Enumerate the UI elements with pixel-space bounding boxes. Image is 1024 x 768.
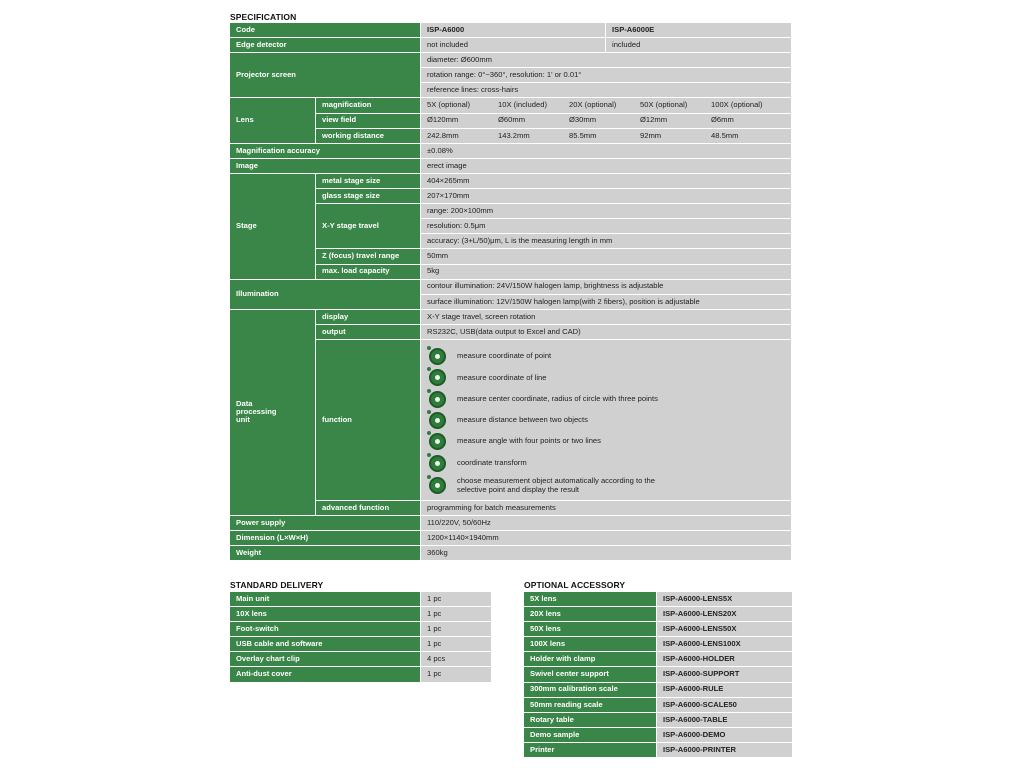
accessory-row: [524, 622, 793, 637]
illumination-value: contour illumination: 24V/150W halogen lamp, brightness is adjustable: [421, 279, 792, 294]
dimension-value: 1200×1140×1940mm: [421, 530, 792, 545]
accessory-item: Printer: [524, 742, 657, 757]
delivery-row: [230, 652, 492, 667]
accessory-item: Demo sample: [524, 727, 657, 742]
accessory-item: 5X lens: [524, 592, 657, 607]
working-distance-label: working distance: [316, 128, 421, 143]
edge-a: not included: [421, 38, 606, 53]
accessory-row: [524, 652, 793, 667]
function-text: choose measurement object automatically according to the selective point and display the result: [457, 476, 655, 494]
display-label: display: [316, 309, 421, 324]
dpu-label-line: unit: [236, 415, 250, 425]
edge-b: included: [606, 38, 792, 53]
lens-value: Ø30mm: [569, 115, 597, 125]
spec-row-weight: [230, 546, 792, 561]
accessory-row: [524, 607, 793, 622]
magnification-label: magnification: [316, 98, 421, 113]
measure-distance-icon: [429, 412, 446, 429]
delivery-row: [230, 622, 492, 637]
xy-travel-value: range: 200×100mm: [421, 204, 792, 219]
delivery-item: Overlay chart clip: [230, 652, 421, 667]
function-item: [427, 431, 785, 452]
spec-row-dimension: [230, 530, 792, 545]
delivery-item: 10X lens: [230, 607, 421, 622]
delivery-item: Foot-switch: [230, 622, 421, 637]
function-item: [427, 389, 785, 410]
coordinate-transform-icon: [429, 455, 446, 472]
accessory-row: [524, 592, 793, 607]
lens-value: 85.5mm: [569, 130, 597, 140]
code-b: ISP-A6000E: [606, 23, 792, 38]
accessory-row: [524, 742, 793, 757]
magnification-values: [421, 98, 792, 113]
dpu-label: [230, 309, 316, 515]
lens-value: Ø12mm: [640, 115, 668, 125]
specification-title: SPECIFICATION: [230, 12, 297, 22]
projector-value: reference lines: cross-hairs: [421, 83, 792, 98]
specification-table: [229, 22, 792, 561]
dpu-label-line: Data: [236, 398, 253, 408]
accessory-row: [524, 712, 793, 727]
function-list: [427, 340, 785, 500]
lens-value: 5X (optional): [427, 100, 471, 110]
output-value: RS232C, USB(data output to Excel and CAD): [421, 324, 792, 339]
accessory-code: ISP-A6000-LENS100X: [657, 637, 793, 652]
optional-accessory-table: [523, 591, 793, 758]
display-value: X-Y stage travel, screen rotation: [421, 309, 792, 324]
lens-value: 92mm: [640, 130, 662, 140]
stage-label: Stage: [230, 173, 316, 279]
spec-row-mag-accuracy: [230, 143, 792, 158]
delivery-row: [230, 592, 492, 607]
function-text: measure distance between two objects: [457, 415, 588, 425]
image-label: Image: [230, 158, 421, 173]
spec-row-display: [230, 309, 792, 324]
glass-stage-label: glass stage size: [316, 189, 421, 204]
code-a: ISP-A6000: [421, 23, 606, 38]
output-label: output: [316, 324, 421, 339]
projector-label: Projector screen: [230, 53, 421, 98]
working-distance-values: [421, 128, 792, 143]
function-text: measure coordinate of line: [457, 372, 547, 382]
accessory-row: [524, 697, 793, 712]
lens-value: 143.2mm: [498, 130, 530, 140]
function-item: [427, 452, 785, 473]
power-label: Power supply: [230, 515, 421, 530]
function-item: [427, 474, 785, 498]
accessory-item: 50X lens: [524, 622, 657, 637]
spec-row-image: [230, 158, 792, 173]
spec-row-lens-mag: [230, 98, 792, 113]
weight-value: 360kg: [421, 546, 792, 561]
spec-row-code: [230, 23, 792, 38]
projector-value: rotation range: 0°~360°, resolution: 1' or 0.01°: [421, 68, 792, 83]
lens-value: Ø120mm: [427, 115, 459, 125]
load-label: max. load capacity: [316, 264, 421, 279]
optional-accessory-title: OPTIONAL ACCESSORY: [524, 580, 626, 590]
projector-value: diameter: Ø600mm: [421, 53, 792, 68]
mag-accuracy-value: ±0.08%: [421, 143, 792, 158]
spec-row-power: [230, 515, 792, 530]
accessory-item: 20X lens: [524, 607, 657, 622]
accessory-row: [524, 637, 793, 652]
accessory-code: ISP-A6000-LENS5X: [657, 592, 793, 607]
function-text: measure angle with four points or two lines: [457, 436, 601, 446]
dimension-label: Dimension (L×W×H): [230, 530, 421, 545]
spec-row-projector-1: [230, 53, 792, 68]
power-value: 110/220V, 50/60Hz: [421, 515, 792, 530]
delivery-row: [230, 637, 492, 652]
measure-point-icon: [429, 348, 446, 365]
edge-label: Edge detector: [230, 38, 421, 53]
accessory-code: ISP-A6000-SCALE50: [657, 697, 793, 712]
accessory-code: ISP-A6000-PRINTER: [657, 742, 793, 757]
advanced-function-label: advanced function: [316, 500, 421, 515]
lens-value: 48.5mm: [711, 130, 739, 140]
lens-value: 20X (optional): [569, 100, 617, 110]
delivery-qty: 4 pcs: [421, 652, 492, 667]
xy-travel-value: accuracy: (3+L/50)μm, L is the measuring length in mm: [421, 234, 792, 249]
code-label: Code: [230, 23, 421, 38]
delivery-row: [230, 607, 492, 622]
illumination-value: surface illumination: 12V/150W halogen lamp(with 2 fibers), position is adjustable: [421, 294, 792, 309]
advanced-function-value: programming for batch measurements: [421, 500, 792, 515]
function-text: measure center coordinate, radius of circle with three points: [457, 393, 658, 403]
metal-stage-value: 404×265mm: [421, 173, 792, 188]
accessory-item: Swivel center support: [524, 667, 657, 682]
delivery-qty: 1 pc: [421, 637, 492, 652]
auto-measure-icon: [429, 477, 446, 494]
function-item: [427, 346, 785, 367]
mag-accuracy-label: Magnification accuracy: [230, 143, 421, 158]
z-travel-value: 50mm: [421, 249, 792, 264]
function-text: measure coordinate of point: [457, 351, 552, 361]
accessory-item: 100X lens: [524, 637, 657, 652]
accessory-code: ISP-A6000-DEMO: [657, 727, 793, 742]
function-list-cell: [421, 339, 792, 500]
accessory-code: ISP-A6000-SUPPORT: [657, 667, 793, 682]
load-value: 5kg: [421, 264, 792, 279]
function-item: [427, 367, 785, 388]
accessory-code: ISP-A6000-LENS20X: [657, 607, 793, 622]
delivery-qty: 1 pc: [421, 667, 492, 682]
weight-label: Weight: [230, 546, 421, 561]
dpu-label-line: processing: [236, 407, 277, 417]
image-value: erect image: [421, 158, 792, 173]
standard-delivery-table: [229, 591, 492, 683]
lens-value: 100X (optional): [711, 100, 763, 110]
lens-value: Ø60mm: [498, 115, 526, 125]
lens-value: 10X (included): [498, 100, 547, 110]
spec-row-edge: [230, 38, 792, 53]
delivery-qty: 1 pc: [421, 607, 492, 622]
standard-delivery-title: STANDARD DELIVERY: [230, 580, 324, 590]
xy-travel-label: X-Y stage travel: [316, 204, 421, 249]
delivery-qty: 1 pc: [421, 622, 492, 637]
lens-value: 50X (optional): [640, 100, 688, 110]
function-text: coordinate transform: [457, 457, 527, 467]
accessory-row: [524, 667, 793, 682]
measure-line-icon: [429, 369, 446, 386]
delivery-item: Main unit: [230, 592, 421, 607]
delivery-qty: 1 pc: [421, 592, 492, 607]
z-travel-label: Z (focus) travel range: [316, 249, 421, 264]
metal-stage-label: metal stage size: [316, 173, 421, 188]
accessory-item: 50mm reading scale: [524, 697, 657, 712]
measure-angle-icon: [429, 433, 446, 450]
lens-label: Lens: [230, 98, 316, 143]
spec-row-illum-1: [230, 279, 792, 294]
glass-stage-value: 207×170mm: [421, 189, 792, 204]
accessory-code: ISP-A6000-TABLE: [657, 712, 793, 727]
xy-travel-value: resolution: 0.5μm: [421, 219, 792, 234]
viewfield-label: view field: [316, 113, 421, 128]
lens-value: 242.8mm: [427, 130, 459, 140]
measure-circle-icon: [429, 391, 446, 408]
spec-row-metal: [230, 173, 792, 188]
viewfield-values: [421, 113, 792, 128]
accessory-code: ISP-A6000-RULE: [657, 682, 793, 697]
accessory-row: [524, 682, 793, 697]
lens-value: Ø6mm: [711, 115, 734, 125]
function-item: [427, 410, 785, 431]
function-label: function: [316, 339, 421, 500]
accessory-code: ISP-A6000-LENS50X: [657, 622, 793, 637]
accessory-item: Holder with clamp: [524, 652, 657, 667]
accessory-row: [524, 727, 793, 742]
illumination-label: Illumination: [230, 279, 421, 309]
accessory-code: ISP-A6000-HOLDER: [657, 652, 793, 667]
accessory-item: 300mm calibration scale: [524, 682, 657, 697]
delivery-row: [230, 667, 492, 682]
delivery-item: USB cable and software: [230, 637, 421, 652]
accessory-item: Rotary table: [524, 712, 657, 727]
delivery-item: Anti-dust cover: [230, 667, 421, 682]
